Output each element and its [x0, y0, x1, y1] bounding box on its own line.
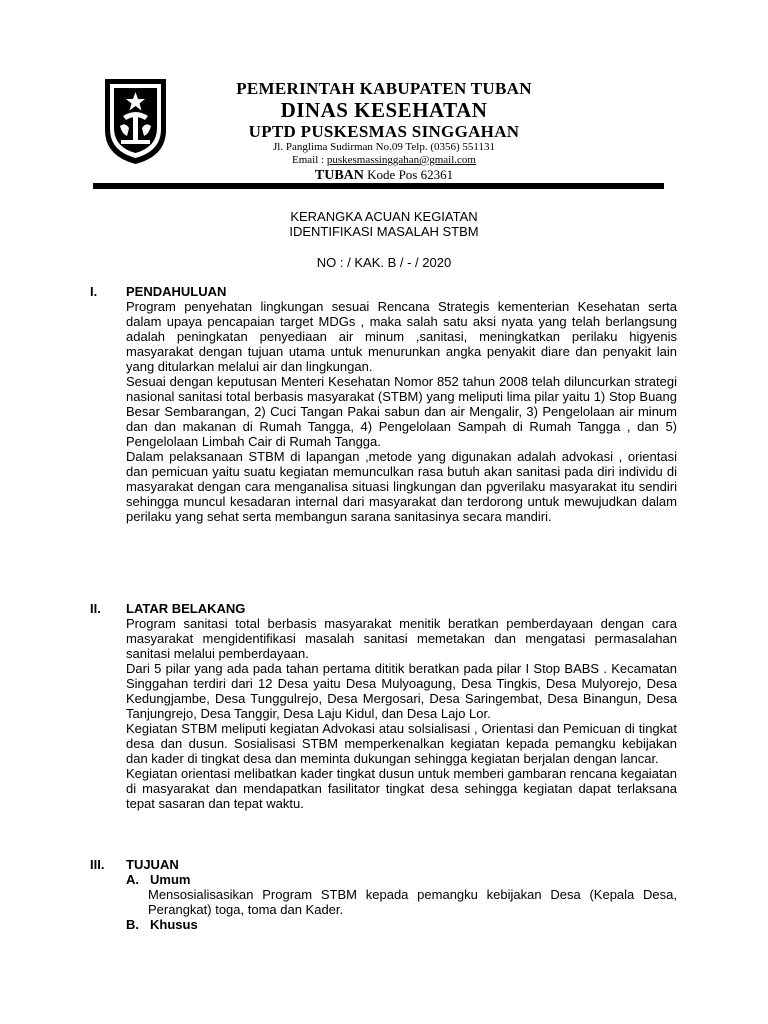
- postal-code: Kode Pos 62361: [363, 167, 454, 182]
- section-title: TUJUAN: [126, 857, 179, 872]
- subsection-heading-umum: [90, 872, 680, 887]
- document-subtitle: IDENTIFIKASI MASALAH STBM: [289, 224, 479, 239]
- subsection-letter: A.: [126, 872, 139, 887]
- section-number: III.: [90, 857, 105, 872]
- paragraph: Kegiatan orientasi melibatkan kader tingkat dusun untuk memberi gambaran rencana kegaiatan di masyarakat dan mendapatkan fasilitator tingkat desa sehingga kegiatan dapat terlaksana tepat sasaran dan tepat waktu.: [126, 766, 677, 811]
- email-link[interactable]: puskesmassinggahan@gmail.com: [326, 154, 476, 166]
- address-line: Jl. Panglima Sudirman No.09 Telp. (0356) 551131: [273, 141, 495, 153]
- section-number: II.: [90, 601, 101, 616]
- paragraph: Mensosialisasikan Program STBM kepada pemangku kebijakan Desa (Kepala Desa, Perangkat) toga, toma dan Kader.: [148, 887, 677, 917]
- email-line: [196, 154, 572, 166]
- section-title: PENDAHULUAN: [126, 284, 227, 299]
- paragraph: Program penyehatan lingkungan sesuai Rencana Strategis kementerian Kesehatan serta dalam upaya pencapaian target MDGs , maka salah satu aksi nyata yang telah berlangsung adalah peningkatan penyediaan air minum ,sanitasi, meningkatkan perilaku higyenis masyarakat dengan tujuan utama untuk menurunkan angka penyakit diare dan penyakit lain yang ditularkan melalui air dan lingkungan.: [126, 299, 677, 374]
- unit-name: UPTD PUSKESMAS SINGGAHAN: [248, 122, 520, 141]
- letterhead-divider: [93, 183, 664, 189]
- subsection-letter: B.: [126, 917, 139, 932]
- subsection-label: Umum: [150, 872, 191, 887]
- subsection-label: Khusus: [150, 917, 198, 932]
- paragraph: Program sanitasi total berbasis masyarakat menitik beratkan pemberdayaan dengan cara masyarakat mengidentifikasi masalah sanitasi memetakan dan mengatasi permasalahan sanitasi melalui pemberdayaan.: [126, 616, 677, 661]
- section-heading: [90, 601, 680, 616]
- section-latar-belakang: [90, 601, 680, 811]
- paragraph: Kegiatan STBM meliputi kegiatan Advokasi atau solsialisasi , Orientasi dan Pemicuan di tingkat desa dan dusun. Sosialisasi STBM memperkenalkan kegiatan kepada pemangku kebijakan dan kader di tingkat desa dan meminta dukungan sehingga kegiatan berjalan dengan lancar.: [126, 721, 677, 766]
- document-title: KERANGKA ACUAN KEGIATAN: [290, 209, 478, 224]
- section-number: I.: [90, 284, 98, 299]
- paragraph: Sesuai dengan keputusan Menteri Kesehatan Nomor 852 tahun 2008 telah diluncurkan strategi nasional sanitasi total berbasis masyarakat (STBM) yang meliputi lima pilar yaitu 1) Stop Buang Besar Sembarangan, 2) Cuci Tangan Pakai sabun dan air Mengalir, 3) Pengelolaan air minum dan dan makanan di Rumah Tangga, 4) Pengelolaan Sampah di Rumah Tangga , dan 5) Pengelolaan Limbah Cair di Rumah Tangga.: [126, 374, 677, 449]
- agency-name: DINAS KESEHATAN: [280, 98, 488, 122]
- email-label: Email :: [292, 154, 327, 166]
- section-heading: [90, 857, 680, 872]
- section-heading: [90, 284, 680, 299]
- section-pendahuluan: [90, 284, 680, 524]
- city-postal-line: [196, 167, 572, 184]
- subsection-heading-khusus: [90, 917, 680, 932]
- tuban-emblem-logo: [101, 76, 170, 166]
- city-name: TUBAN: [314, 168, 364, 183]
- paragraph: Dalam pelaksanaan STBM di lapangan ,metode yang digunakan adalah advokasi , orientasi dan pemicuan yaitu suatu kegiatan memunculkan rasa butuh akan sanitasi pada diri individu di masyarakat dengan cara menganalisa situasi lingkungan dan pgverilaku masyarakat itu sendiri sehingga muncul kesadaran internal dari masyarakat dan terdorong untuk mewujudkan dalam perilaku yang sehat serta membangun sarana sanitasinya secara mandiri.: [126, 449, 677, 524]
- document-number: NO : / KAK. B / - / 2020: [316, 255, 452, 270]
- section-tujuan: [90, 857, 680, 932]
- section-title: LATAR BELAKANG: [126, 601, 246, 616]
- paragraph: Dari 5 pilar yang ada pada tahan pertama dititik beratkan pada pilar I Stop BABS . Kecamatan Singgahan terdiri dari 12 Desa yaitu Desa Mulyoagung, Desa Tingkis, Desa Mulyorejo, Desa Kedungjambe, Desa Tunggulrejo, Desa Mergosari, Desa Saringembat, Desa Binangun, Desa Tanjungrejo, Desa Tanggir, Desa Laju Kidul, dan Desa Lajo Lor.: [126, 661, 677, 721]
- government-name: PEMERINTAH KABUPATEN TUBAN: [236, 79, 532, 98]
